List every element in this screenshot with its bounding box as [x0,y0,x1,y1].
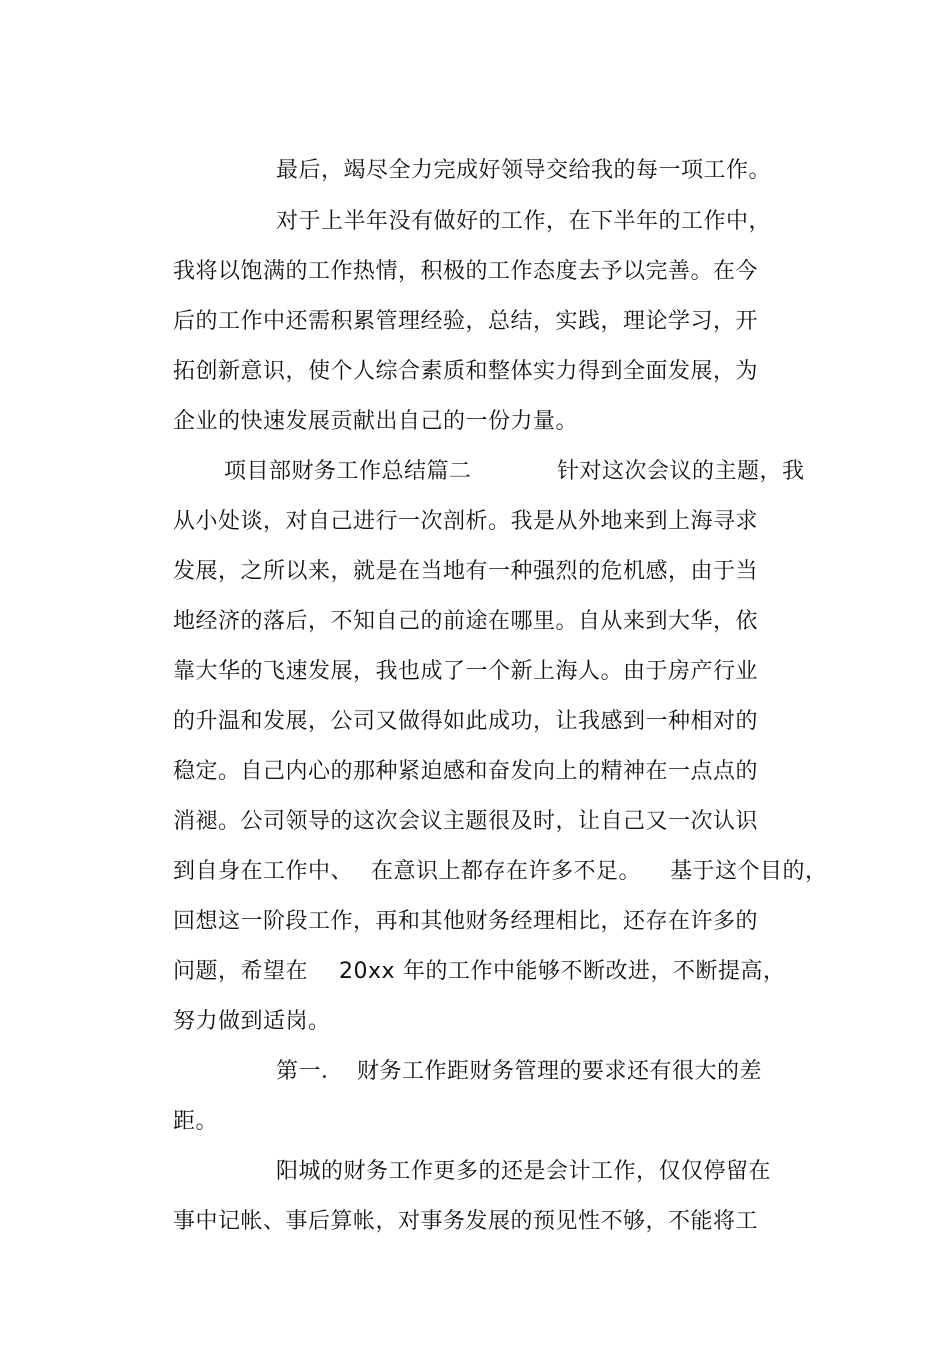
text-segment: 我将以饱满的工作热情，积极的工作态度去予以完善。在今 [172,259,758,284]
paragraph-line [143,1077,218,1167]
text-segment: 努力做到适岗。 [172,1009,331,1034]
text-segment: 的升温和发展，公司又做得如此成功，让我感到一种相对的 [172,709,758,734]
item-number: 第一． [275,1059,344,1084]
text-segment: 从小处谈，对自己进行一次剖析。我是从外地来到上海寻求 [172,509,758,534]
text-segment: 拓创新意识，使个人综合素质和整体实力得到全面发展，为 [172,359,758,384]
text-segment: 靠大华的飞速发展，我也成了一个新上海人。由于房产行业 [172,659,758,684]
paragraph-line [327,1027,762,1117]
text-segment: 到自身在工作中、 [172,859,353,884]
paragraph-line [373,927,786,1017]
text-segment: 对于上半年没有做好的工作，在下半年的工作中， [275,209,771,234]
text-segment: 回想这一阶段工作，再和其他财务经理相比，还存在许多的 [172,909,758,934]
text-segment: 财务工作距财务管理的要求还有很大的差 [356,1059,762,1084]
text-segment: 稳定。自己内心的那种紧迫感和奋发向上的精神在一点点的 [172,759,758,784]
text-segment: 距。 [172,1109,218,1134]
text-segment: 针对这次会议的主题，我 [556,459,805,484]
section-heading: 项目部财务工作总结篇二 [223,459,472,484]
text-segment: 问题，希望在 [172,959,308,984]
text-segment: 发展，之所以来，就是在当地有一种强烈的危机感，由于当 [172,559,758,584]
year-text: 20xx [338,959,396,984]
text-segment: 基于这个目的， [669,859,828,884]
paragraph-line [143,1177,758,1267]
text-segment: 阳城的财务工作更多的还是会计工作，仅仅停留在 [275,1159,771,1184]
text-segment: 消褪。公司领导的这次会议主题很及时，让自己又一次认识 [172,809,758,834]
text-segment: 地经济的落后，不知自己的前途在哪里。自从来到大华，依 [172,609,758,634]
text-segment: 年的工作中能够不断改进，不断提高， [402,959,786,984]
text-segment: 后的工作中还需积累管理经验，总结，实践，理论学习，开 [172,309,758,334]
text-segment: 企业的快速发展贡献出自己的一份力量。 [172,409,578,434]
text-segment: 在意识上都存在许多不足。 [370,859,641,884]
text-segment: 最后，竭尽全力完成好领导交给我的每一项工作。 [275,158,771,183]
text-segment: 事中记帐、事后算帐，对事务发展的预见性不够，不能将工 [172,1209,758,1234]
